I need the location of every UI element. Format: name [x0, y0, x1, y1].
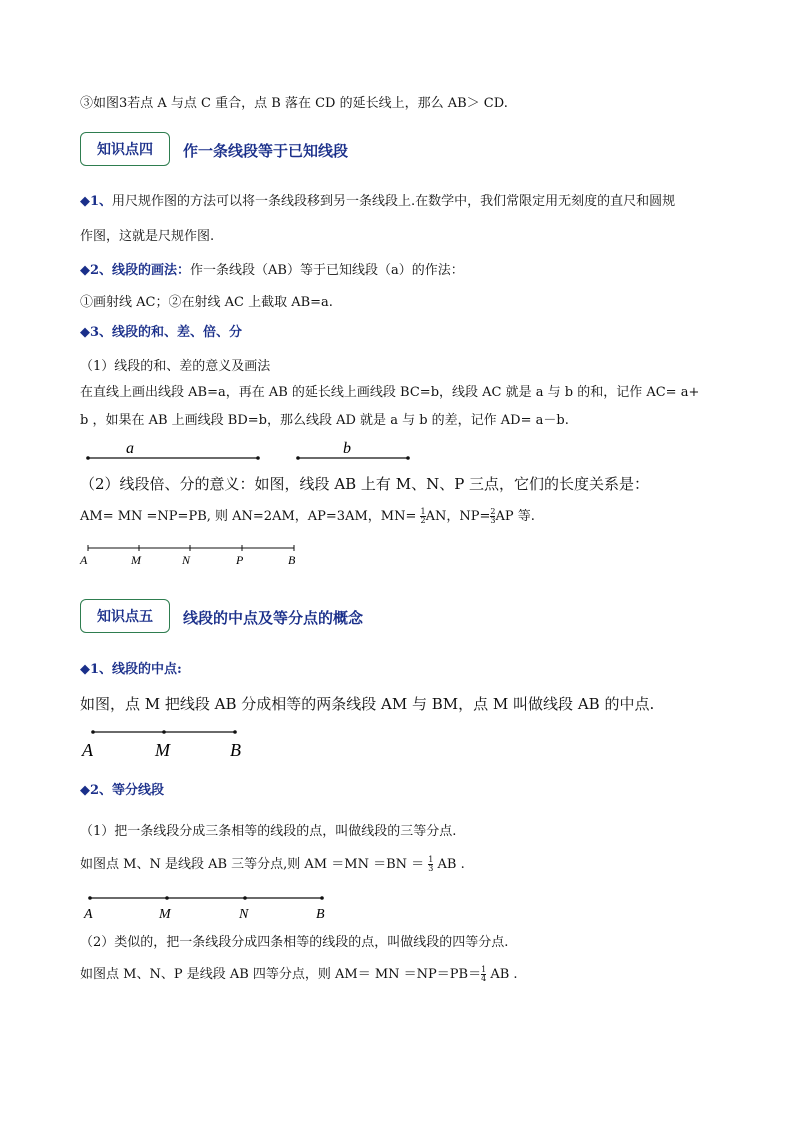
fig3-label-b: B [316, 907, 325, 922]
s5-sub1-eq [80, 856, 465, 874]
fig1-label-b: B [288, 553, 296, 567]
fig2-label-m: M [155, 740, 170, 760]
segment-a-end [256, 456, 260, 460]
segments-a-b-figure [78, 436, 418, 466]
segment-b-start [296, 456, 300, 460]
fig1-label-p: P [236, 553, 244, 567]
segment-a-start [86, 456, 90, 460]
s4-sub1-title: （1）线段的和、差的意义及画法 [80, 359, 271, 374]
s5-sub2-eq-post: AB . [486, 967, 518, 982]
s5-sub1: （1）把一条线段分成三条相等的线段的点，叫做线段的三等分点. [80, 824, 457, 839]
tri-point-a [88, 896, 92, 900]
frac3-den: 3 [428, 864, 434, 873]
s4-item2-head: ◆2、线段的画法： [80, 263, 191, 278]
s5-item2-head: ◆2、等分线段 [80, 783, 165, 798]
section5-title: 线段的中点及等分点的概念 [183, 609, 364, 627]
segment-a-label: a [126, 440, 134, 457]
section5-label: 知识点五 [97, 609, 153, 625]
s5-sub2-eq [80, 966, 518, 984]
s4-item2-text: 作一条线段（AB）等于已知线段（a）的作法： [190, 263, 464, 278]
section4-label-box [80, 132, 170, 166]
point-b [233, 730, 237, 734]
fig3-label-n: N [239, 907, 249, 922]
s4-item1-line1 [80, 193, 675, 211]
s5-sub1-eq-post: AB . [433, 857, 465, 872]
fig2-label-b: B [230, 740, 241, 760]
tri-point-m [165, 896, 169, 900]
fig1-label-m: M [131, 553, 141, 567]
s4-item2-steps: ①画射线 AC；②在射线 AC 上截取 AB=a. [80, 295, 333, 310]
section4-label: 知识点四 [97, 142, 153, 158]
s4-sub2-mid: AN，NP= [425, 509, 491, 524]
fig3-label-m: M [159, 907, 171, 922]
s4-item1-head: ◆1、 [80, 194, 113, 209]
intro-line: ③如图3若点 A 与点 C 重合，点 B 落在 CD 的延长线上，那么 AB＞ CD. [80, 96, 508, 111]
point-a [91, 730, 95, 734]
frac4-den: 4 [481, 974, 487, 983]
frac1-den: 2 [420, 516, 426, 525]
section5-label-box [80, 599, 170, 633]
s4-sub2-line1: （2）线段倍、分的意义：如图，线段 AB 上有 M、N、P 三点，它们的长度关系是： [80, 475, 650, 493]
s5-sub1-eq-pre: 如图点 M、N 是线段 AB 三等分点,则 AM ＝MN ＝BN ＝ [80, 857, 429, 872]
s4-sub2-pre: AM= MN =NP=PB, 则 AN=2AM，AP=3AM，MN= [80, 509, 421, 524]
s4-item2-line [80, 262, 464, 280]
s4-item1-line2: 作图，这就是尺规作图. [80, 229, 215, 244]
s5-sub2: （2）类似的，把一条线段分成四条相等的线段的点，叫做线段的四等分点. [80, 935, 509, 950]
segment-b-end [406, 456, 410, 460]
s4-sub2-line2 [80, 508, 535, 526]
tri-point-b [320, 896, 324, 900]
s4-item1-text-l1: 用尺规作图的方法可以将一条线段移到另一条线段上.在数学中，我们常限定用无刻度的直尺和圆规 [112, 194, 676, 209]
trisection-figure [78, 890, 338, 924]
s5-item1-head: ◆1、线段的中点: [80, 662, 182, 677]
fig3-label-a: A [84, 907, 93, 922]
s4-sub1-line2: b ，如果在 AB 上画线段 BD=b，那么线段 AD 就是 a 与 b 的差，记作 AD= a－b. [80, 413, 569, 428]
tri-point-n [243, 896, 247, 900]
frac2-num: 2 [490, 507, 496, 516]
section4-title: 作一条线段等于已知线段 [183, 142, 349, 160]
frac2-den: 3 [490, 516, 496, 525]
point-m [162, 730, 166, 734]
fig2-label-a: A [82, 740, 93, 760]
s5-sub2-eq-pre: 如图点 M、N、P 是线段 AB 四等分点，则 AM＝ MN ＝NP＝PB＝ [80, 967, 482, 982]
fig1-label-a: A [80, 553, 88, 567]
s4-sub2-post: AP 等. [495, 509, 535, 524]
frac4-num: 1 [481, 965, 487, 974]
segment-ampnb-figure [78, 540, 308, 570]
frac3-num: 1 [428, 855, 434, 864]
s4-item3-head: ◆3、线段的和、差、倍、分 [80, 325, 243, 340]
frac1-num: 1 [420, 507, 426, 516]
s5-item1-text: 如图，点 M 把线段 AB 分成相等的两条线段 AM 与 BM，点 M 叫做线段 AB 的中点. [80, 695, 655, 713]
midpoint-figure [78, 722, 258, 762]
fig1-label-n: N [182, 553, 191, 567]
segment-b-label: b [343, 440, 351, 457]
s4-sub1-line1: 在直线上画出线段 AB=a，再在 AB 的延长线上画线段 BC=b，线段 AC 就是 a 与 b 的和，记作 AC= a+ [80, 385, 700, 400]
